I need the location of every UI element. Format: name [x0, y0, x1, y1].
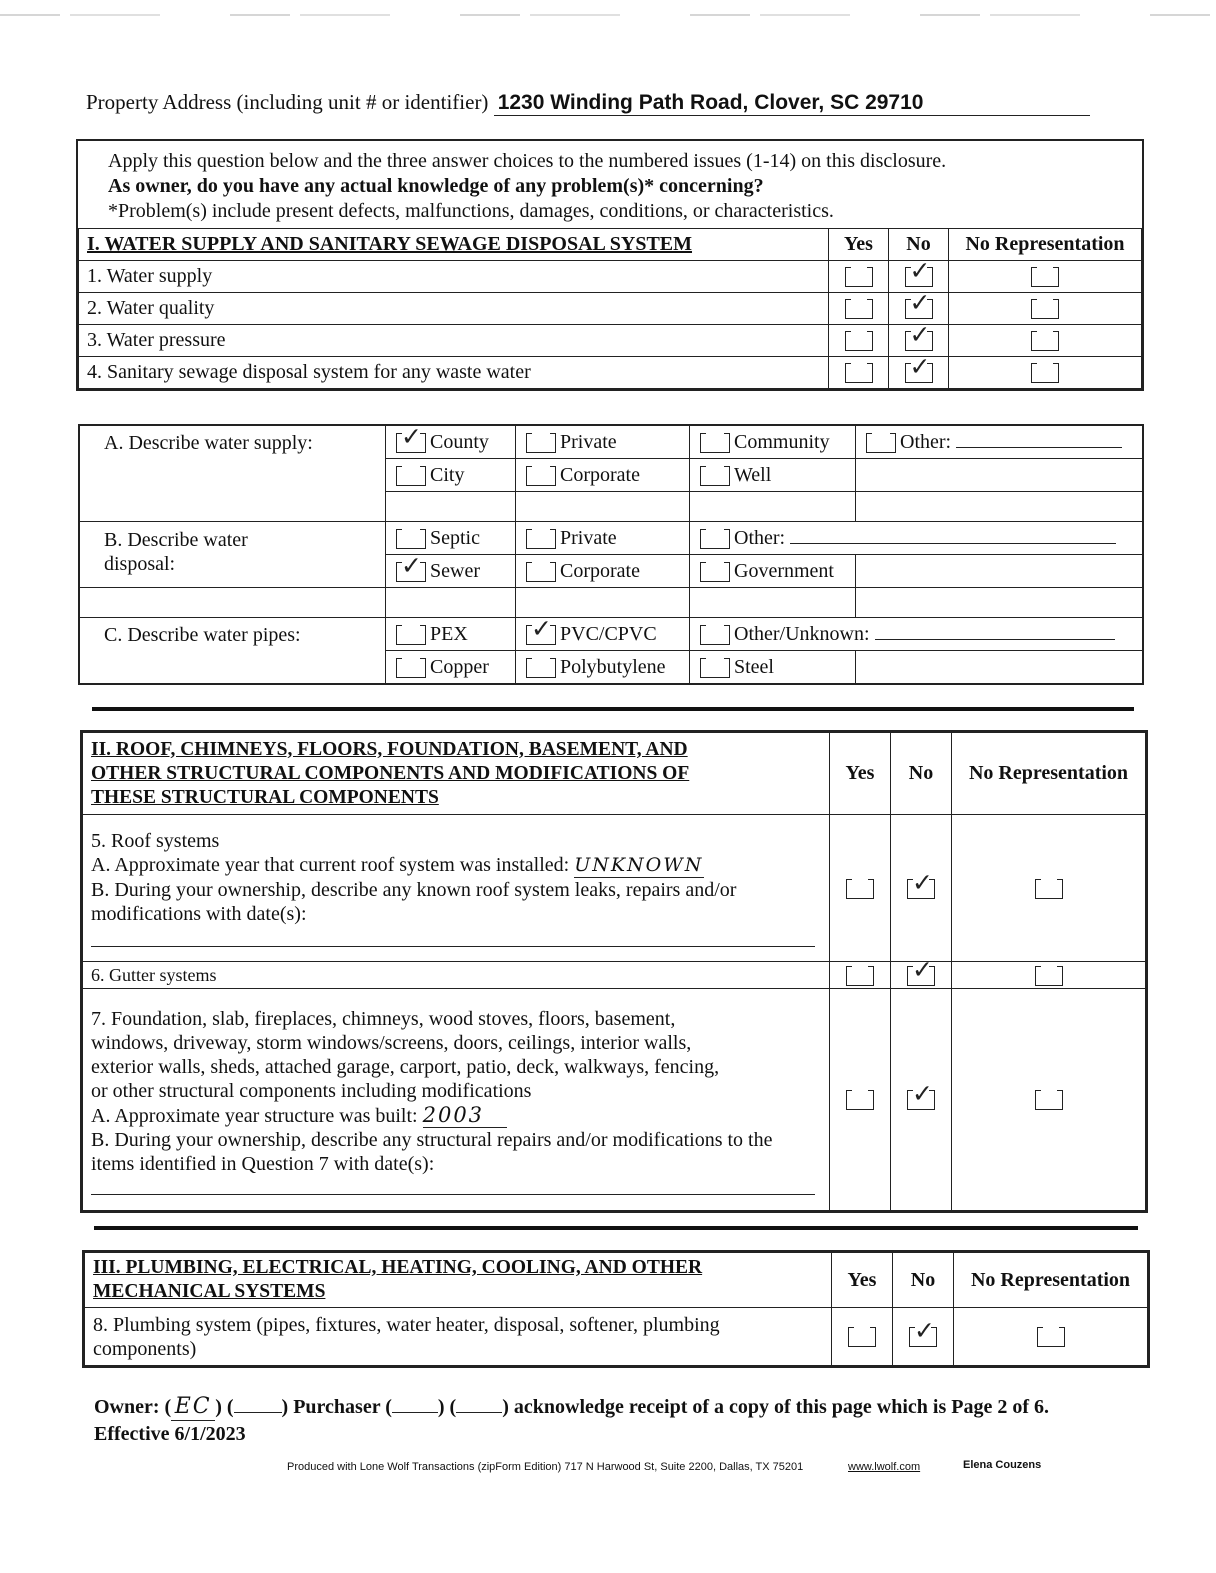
section-3-table [84, 1252, 1148, 1366]
footer-agent-name: Elena Couzens [963, 1459, 1042, 1471]
item-5-l2 [91, 853, 821, 878]
item-7-l2: windows, driveway, storm windows/screens, doors, ceilings, interior walls, [91, 1032, 692, 1054]
ack-owner-label: Owner: ( [94, 1396, 172, 1418]
item-6-norep-checkbox[interactable] [1035, 966, 1063, 986]
section-divider-2 [94, 1226, 1138, 1230]
disposal-septic-checkbox[interactable] [396, 529, 426, 549]
check-mark-icon: ✓ [912, 954, 933, 984]
supply-well-label: Well [734, 463, 772, 486]
water-pipes-label: C. Describe water pipes: [80, 618, 386, 684]
col-no: No [891, 733, 952, 815]
built-year-field[interactable]: 2003 [423, 1103, 507, 1128]
supply-private-checkbox[interactable] [526, 433, 556, 453]
roof-year-field[interactable]: UNKNOWN [574, 854, 704, 876]
item-5-l1: 5. Roof systems [91, 830, 220, 852]
check-mark-icon: ✓ [909, 320, 931, 350]
describe-water-table [79, 421, 1143, 684]
pipes-pvc-checkbox[interactable] [526, 613, 556, 645]
supply-private-label: Private [560, 430, 617, 453]
col-yes: Yes [832, 1253, 893, 1308]
item-1-yes-checkbox[interactable] [845, 267, 873, 287]
property-address-value[interactable]: 1230 Winding Path Road, Clover, SC 29710 [494, 91, 1090, 116]
disposal-sewer-checkbox[interactable] [396, 550, 426, 582]
disposal-other-label: Other: [734, 526, 786, 549]
item-7-no-checkbox[interactable] [907, 1079, 935, 1110]
section-2-title-l1: II. ROOF, CHIMNEYS, FLOORS, FOUNDATION, BASEMENT, AND [91, 738, 688, 760]
pipes-polybutylene-label: Polybutylene [560, 655, 666, 678]
disposal-other-field[interactable] [790, 543, 1116, 544]
item-1-row [79, 261, 1142, 293]
item-2-yes-checkbox[interactable] [845, 299, 873, 319]
item-5-yes-checkbox[interactable] [846, 879, 874, 899]
check-mark-icon: ✓ [531, 613, 552, 643]
supply-county-label: County [430, 430, 489, 453]
ack-end: ) acknowledge receipt of a copy of this page which is Page 2 of 6. [502, 1396, 1050, 1418]
disposal-other-checkbox[interactable] [700, 529, 730, 549]
disposal-government-checkbox[interactable] [700, 562, 730, 582]
col-no-representation: No Representation [949, 229, 1142, 261]
spacer-row-1 [80, 492, 1143, 522]
item-6-row [83, 962, 1146, 989]
supply-corporate-label: Corporate [560, 463, 640, 486]
section-3-title [85, 1253, 832, 1308]
section-1-box [76, 139, 1144, 391]
item-7-l4: or other structural components including modifications [91, 1080, 532, 1102]
item-8-row [85, 1308, 1148, 1366]
supply-well-checkbox[interactable] [700, 466, 730, 486]
item-5-l3: B. During your ownership, describe any known roof system leaks, repairs and/or [91, 879, 737, 901]
item-2-row [79, 293, 1142, 325]
ack-mid-1: ) ( [215, 1396, 234, 1418]
intro-text [78, 141, 1142, 228]
item-3-label: 3. Water pressure [79, 325, 829, 357]
supply-city-checkbox[interactable] [396, 466, 426, 486]
item-5-row [83, 815, 1146, 962]
check-mark-icon: ✓ [401, 550, 422, 580]
item-8-norep-checkbox[interactable] [1037, 1327, 1065, 1347]
structural-repairs-field[interactable] [91, 1176, 815, 1195]
water-supply-label: A. Describe water supply: [80, 426, 386, 492]
roof-year-label: A. Approximate year that current roof system was installed: [91, 854, 570, 876]
disposal-private-label: Private [560, 526, 617, 549]
item-7-row [83, 989, 1146, 1211]
disposal-septic-label: Septic [430, 526, 480, 549]
item-8-yes-checkbox[interactable] [848, 1327, 876, 1347]
purchaser-initials-2[interactable] [456, 1392, 502, 1413]
pipes-polybutylene-checkbox[interactable] [526, 658, 556, 678]
disposal-private-checkbox[interactable] [526, 529, 556, 549]
supply-other-checkbox[interactable] [866, 433, 896, 453]
water-supply-row-1 [80, 426, 1143, 459]
check-mark-icon: ✓ [909, 256, 931, 286]
supply-city-label: City [430, 463, 465, 486]
built-year-label: A. Approximate year structure was built: [91, 1105, 418, 1127]
supply-corporate-checkbox[interactable] [526, 466, 556, 486]
pipes-pex-label: PEX [430, 622, 468, 645]
col-yes: Yes [830, 733, 891, 815]
intro-line-1: Apply this question below and the three answer choices to the numbered issues (1-14) on this disclosure. [108, 150, 947, 172]
item-7-l5 [91, 1103, 821, 1128]
roof-repairs-field[interactable] [91, 926, 815, 947]
pipes-steel-label: Steel [734, 655, 774, 678]
owner-initials-1[interactable]: EC [171, 1394, 215, 1421]
item-1-label: 1. Water supply [79, 261, 829, 293]
section-3-title-l1: III. PLUMBING, ELECTRICAL, HEATING, COOLING, AND OTHER [93, 1257, 703, 1278]
ack-mid-2: ) ( [437, 1396, 457, 1418]
pipes-copper-checkbox[interactable] [396, 658, 426, 678]
pipes-pex-checkbox[interactable] [396, 625, 426, 645]
item-2-label: 2. Water quality [79, 293, 829, 325]
item-4-row [79, 357, 1142, 389]
acknowledgement [94, 1392, 1049, 1447]
item-5-text [83, 815, 830, 962]
section-divider-1 [92, 707, 1134, 711]
item-8-l2: components) [93, 1337, 197, 1360]
disposal-sewer-label: Sewer [430, 559, 480, 582]
item-2-no-checkbox[interactable] [905, 288, 933, 319]
item-8-no-checkbox[interactable] [909, 1316, 937, 1347]
scan-artifact-line [0, 14, 1216, 16]
item-6-label: 6. Gutter systems [83, 962, 830, 989]
item-7-l7: items identified in Question 7 with date(s): [91, 1153, 435, 1175]
check-mark-icon: ✓ [912, 867, 933, 897]
supply-other-field[interactable] [956, 447, 1122, 448]
disposal-corporate-label: Corporate [560, 559, 640, 582]
item-3-yes-checkbox[interactable] [845, 331, 873, 351]
supply-county-checkbox[interactable] [396, 421, 426, 453]
item-5-l4: modifications with date(s): [91, 903, 307, 925]
owner-initials-2[interactable] [234, 1392, 282, 1413]
property-address-label: Property Address (including unit # or identifier) [86, 90, 489, 114]
check-mark-icon: ✓ [909, 288, 931, 318]
section-3-title-l2: MECHANICAL SYSTEMS [93, 1281, 326, 1302]
water-disposal-row-1 [80, 522, 1143, 555]
item-3-no-checkbox[interactable] [905, 320, 933, 351]
pipes-copper-label: Copper [430, 655, 489, 678]
item-7-yes-checkbox[interactable] [846, 1090, 874, 1110]
disposal-government-label: Government [734, 559, 834, 582]
supply-community-checkbox[interactable] [700, 433, 730, 453]
footer-url-link[interactable]: www.lwolf.com [848, 1461, 921, 1473]
spacer-row-2 [80, 588, 1143, 618]
item-1-no-checkbox[interactable] [905, 256, 933, 287]
check-mark-icon: ✓ [914, 1316, 935, 1346]
pipes-other-label: Other/Unknown: [734, 622, 870, 645]
item-3-row [79, 325, 1142, 357]
item-7-norep-checkbox[interactable] [1035, 1090, 1063, 1110]
supply-community-label: Community [734, 430, 830, 453]
section-3-box [82, 1250, 1150, 1368]
pipes-other-checkbox[interactable] [700, 625, 730, 645]
item-8-l1: 8. Plumbing system (pipes, fixtures, water heater, disposal, softener, plumbing [93, 1313, 720, 1336]
section-2-header-row [83, 733, 1146, 815]
item-7-text [83, 989, 830, 1211]
supply-other-label: Other: [900, 430, 952, 453]
section-2-title-l3: THESE STRUCTURAL COMPONENTS [91, 786, 439, 808]
section-2-box [80, 730, 1148, 1213]
describe-water-box [78, 421, 1144, 685]
col-no-representation: No Representation [952, 733, 1146, 815]
item-2-norep-checkbox[interactable] [1031, 299, 1059, 319]
item-5-norep-checkbox[interactable] [1035, 879, 1063, 899]
footer-produced: Produced with Lone Wolf Transactions (zipForm Edition) 717 N Harwood St, Suite 2200, Dallas, TX 75201 [287, 1461, 804, 1473]
purchaser-initials-1[interactable] [392, 1392, 438, 1413]
item-4-no-checkbox[interactable] [905, 352, 933, 383]
pipes-steel-checkbox[interactable] [700, 658, 730, 678]
ack-purchaser-label: ) Purchaser ( [281, 1396, 392, 1418]
item-7-l1: 7. Foundation, slab, fireplaces, chimneys, wood stoves, floors, basement, [91, 1008, 676, 1030]
water-disposal-label: B. Describe water disposal: [80, 522, 386, 588]
section-1-title: I. WATER SUPPLY AND SANITARY SEWAGE DISPOSAL SYSTEM [79, 229, 829, 261]
item-4-yes-checkbox[interactable] [845, 363, 873, 383]
item-7-l3: exterior walls, sheds, attached garage, carport, patio, deck, walkways, fencing, [91, 1056, 720, 1078]
intro-line-3: *Problem(s) include present defects, malfunctions, damages, conditions, or characteristics. [108, 200, 834, 222]
effective-date: Effective 6/1/2023 [94, 1423, 246, 1445]
intro-line-2: As owner, do you have any actual knowledge of any problem(s)* concerning? [108, 175, 764, 197]
pipes-other-field[interactable] [875, 639, 1115, 640]
item-4-label: 4. Sanitary sewage disposal system for any waste water [79, 357, 829, 389]
item-6-yes-checkbox[interactable] [846, 966, 874, 986]
item-7-l6: B. During your ownership, describe any structural repairs and/or modifications to the [91, 1129, 773, 1151]
item-3-norep-checkbox[interactable] [1031, 331, 1059, 351]
section-1-table [78, 228, 1142, 389]
property-address-row [86, 90, 1090, 116]
disposal-corporate-checkbox[interactable] [526, 562, 556, 582]
ack-line [94, 1392, 1049, 1421]
check-mark-icon: ✓ [909, 352, 931, 382]
col-yes: Yes [829, 229, 889, 261]
col-no-representation: No Representation [954, 1253, 1148, 1308]
section-2-title-l2: OTHER STRUCTURAL COMPONENTS AND MODIFICATIONS OF [91, 762, 690, 784]
check-mark-icon: ✓ [912, 1079, 933, 1109]
item-4-norep-checkbox[interactable] [1031, 363, 1059, 383]
item-8-text [85, 1308, 832, 1366]
section-2-title [83, 733, 830, 815]
section-1-header-row [79, 229, 1142, 261]
check-mark-icon: ✓ [401, 421, 422, 451]
section-3-header-row [85, 1253, 1148, 1308]
section-2-table [82, 732, 1146, 1211]
item-5-no-checkbox[interactable] [907, 867, 935, 899]
col-no: No [889, 229, 949, 261]
col-no: No [893, 1253, 954, 1308]
item-1-norep-checkbox[interactable] [1031, 267, 1059, 287]
water-pipes-row-1 [80, 618, 1143, 651]
item-6-no-checkbox[interactable] [907, 954, 935, 986]
pipes-pvc-label: PVC/CPVC [560, 622, 657, 645]
